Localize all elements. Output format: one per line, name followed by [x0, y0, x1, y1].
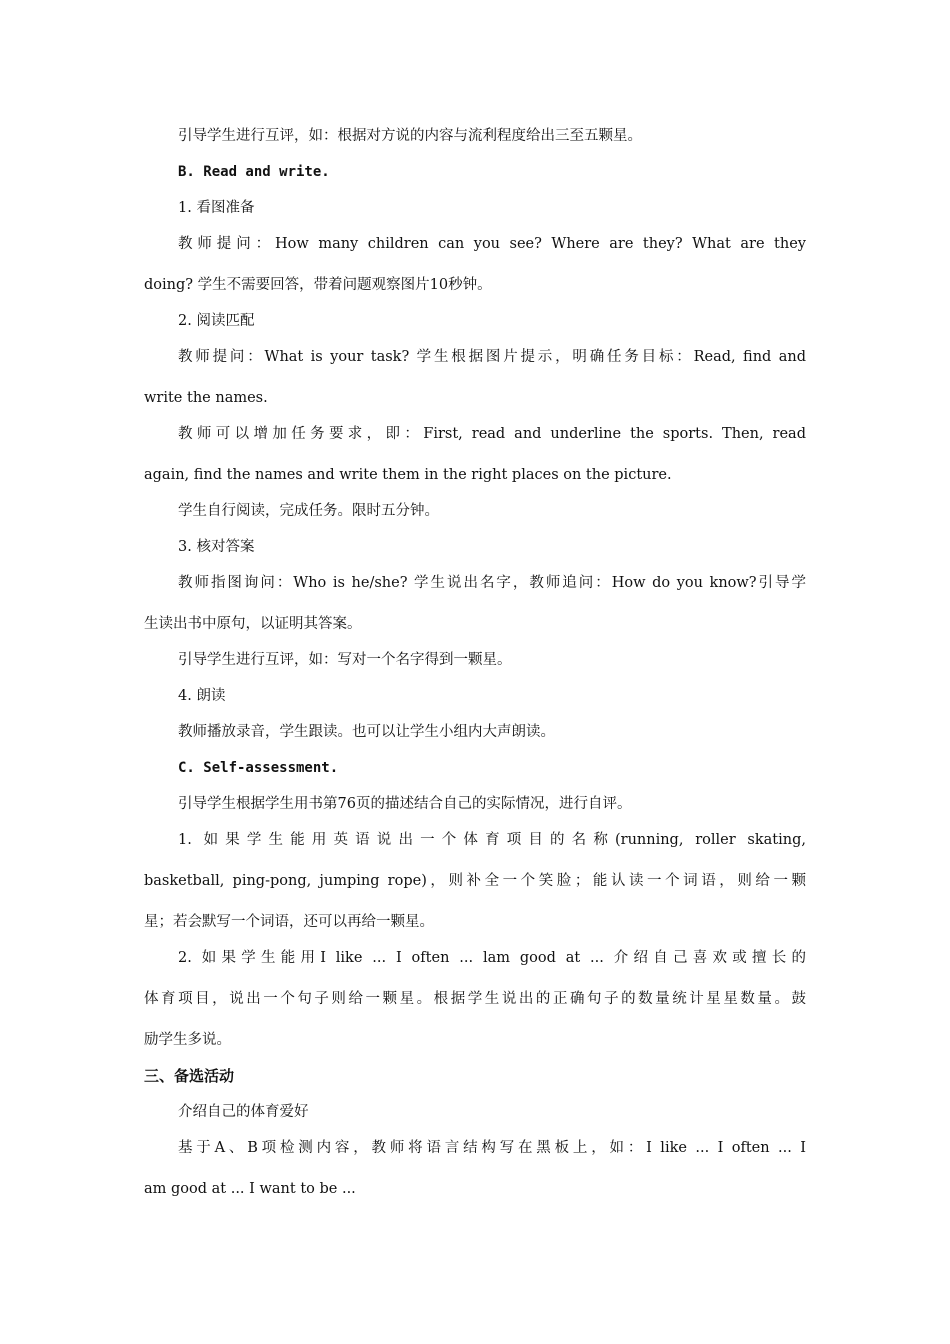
paragraph-question-line2: doing? 学生不需要回答，带着问题观察图片10秒钟。	[144, 277, 492, 293]
step-heading-2: 2. 阅读匹配	[178, 313, 255, 329]
paragraph-criterion2-line2: 体育项目，说出一个句子则给一颗星。根据学生说出的正确句子的数量统计星星数量。鼓	[144, 991, 806, 1007]
paragraph-criterion1-line2: basketball, ping-pong, jumping rope)，则补全一个笑脸；能认读一个词语，则给一颗	[144, 873, 806, 889]
step-heading-3: 3. 核对答案	[178, 539, 255, 555]
paragraph-task-line1: 教师提问：What is your task? 学生根据图片提示，明确任务目标：Read, find and	[178, 349, 806, 365]
paragraph-criterion2-line1: 2. 如果学生能用I like ... I often ... lam good at ... 介绍自己喜欢或擅长的	[178, 950, 806, 966]
paragraph-criterion2-line3: 励学生多说。	[144, 1032, 231, 1048]
paragraph-check-line2: 生读出书中原句，以证明其答案。	[144, 616, 362, 632]
paragraph-read-aloud: 教师播放录音，学生跟读。也可以让学生小组内大声朗读。	[178, 724, 555, 740]
paragraph-self-reading: 学生自行阅读，完成任务。限时五分钟。	[178, 503, 439, 519]
section-heading-optional-activity: 三、备选活动	[144, 1067, 235, 1085]
paragraph-peer-review-1: 引导学生进行互评，如：根据对方说的内容与流利程度给出三至五颗星。	[178, 128, 642, 144]
paragraph-activity-line2: am good at ... I want to be ...	[144, 1181, 356, 1197]
paragraph-check-line1: 教师指图询问：Who is he/she? 学生说出名字，教师追问：How do you know?引导学	[178, 575, 806, 591]
paragraph-criterion1-line3: 星；若会默写一个词语，还可以再给一颗星。	[144, 914, 434, 930]
paragraph-requirement-line1: 教师可以增加任务要求，即：First, read and underline the sports. Then, read	[178, 426, 806, 442]
paragraph-criterion1-line1: 1. 如果学生能用英语说出一个体育项目的名称(running, roller skating,	[178, 832, 806, 848]
paragraph-requirement-line2: again, find the names and write them in the right places on the picture.	[144, 467, 672, 483]
step-heading-4: 4. 朗读	[178, 688, 226, 704]
paragraph-question-line1: 教师提问：How many children can you see? Where are they? What are they	[178, 236, 806, 252]
paragraph-peer-review-2: 引导学生进行互评，如：写对一个名字得到一颗星。	[178, 652, 512, 668]
section-heading-c: C. Self-assessment.	[178, 760, 339, 776]
paragraph-self-assessment-intro: 引导学生根据学生用书第76页的描述结合自己的实际情况，进行自评。	[178, 796, 632, 812]
section-heading-b: B. Read and write.	[178, 164, 330, 180]
step-heading-1: 1. 看图准备	[178, 200, 255, 216]
paragraph-activity-line1: 基于A、B项检测内容，教师将语言结构写在黑板上，如：I like ... I often ... I	[178, 1140, 806, 1156]
paragraph-task-line2: write the names.	[144, 390, 268, 406]
activity-title: 介绍自己的体育爱好	[178, 1104, 309, 1120]
